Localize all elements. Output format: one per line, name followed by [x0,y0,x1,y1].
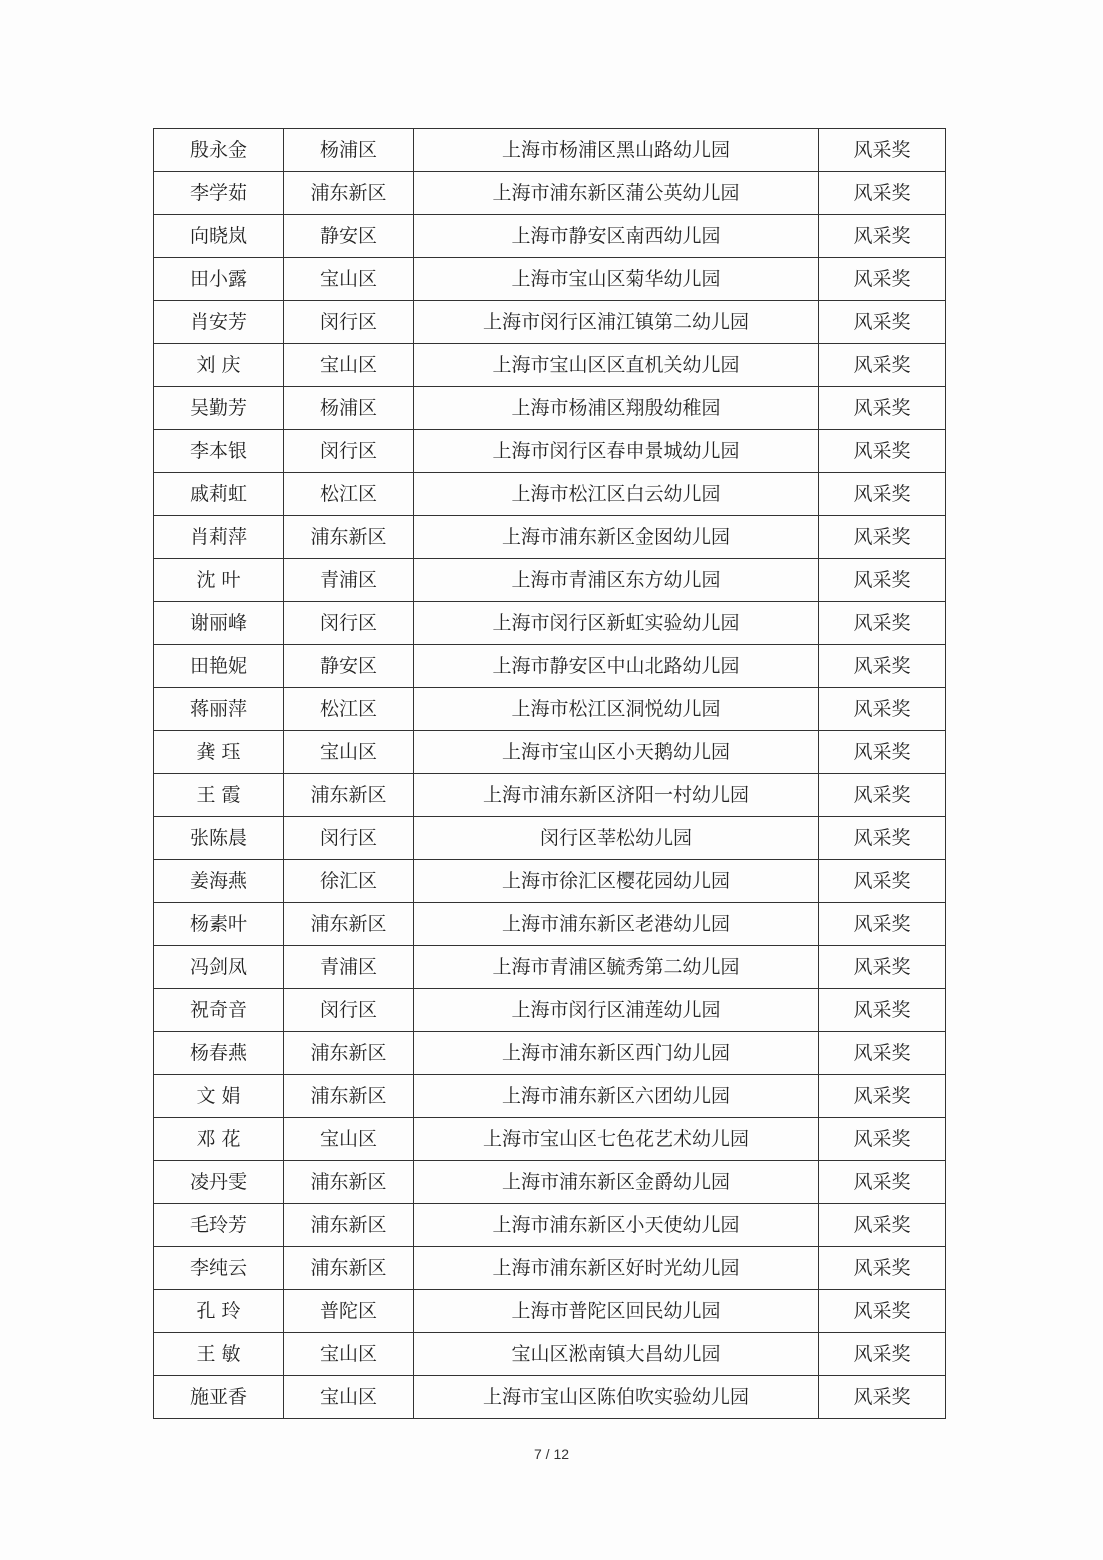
cell-district: 松江区 [284,688,414,731]
cell-award: 风采奖 [819,989,946,1032]
table-row [154,903,946,946]
cell-district: 宝山区 [284,1333,414,1376]
table-row [154,688,946,731]
cell-award: 风采奖 [819,602,946,645]
cell-district: 闵行区 [284,301,414,344]
cell-school: 上海市浦东新区西门幼儿园 [414,1032,819,1075]
table-row [154,1333,946,1376]
cell-award: 风采奖 [819,215,946,258]
cell-name: 孔 玲 [154,1290,284,1333]
table-row [154,344,946,387]
cell-school: 上海市浦东新区小天使幼儿园 [414,1204,819,1247]
cell-name: 蒋丽萍 [154,688,284,731]
cell-school: 闵行区莘松幼儿园 [414,817,819,860]
cell-award: 风采奖 [819,645,946,688]
cell-district: 松江区 [284,473,414,516]
cell-school: 上海市浦东新区六团幼儿园 [414,1075,819,1118]
cell-award: 风采奖 [819,1376,946,1419]
cell-name: 向晓岚 [154,215,284,258]
cell-award: 风采奖 [819,1290,946,1333]
cell-district: 宝山区 [284,258,414,301]
cell-name: 刘 庆 [154,344,284,387]
cell-district: 浦东新区 [284,1032,414,1075]
table-row [154,989,946,1032]
cell-award: 风采奖 [819,172,946,215]
table-row [154,1118,946,1161]
cell-school: 上海市宝山区区直机关幼儿园 [414,344,819,387]
cell-district: 浦东新区 [284,1247,414,1290]
cell-award: 风采奖 [819,1118,946,1161]
table-row [154,473,946,516]
cell-name: 杨素叶 [154,903,284,946]
cell-school: 上海市青浦区东方幼儿园 [414,559,819,602]
cell-name: 文 娟 [154,1075,284,1118]
table-row [154,817,946,860]
table-row [154,946,946,989]
cell-name: 姜海燕 [154,860,284,903]
cell-name: 王 敏 [154,1333,284,1376]
cell-district: 宝山区 [284,1376,414,1419]
table-row [154,645,946,688]
table-row [154,215,946,258]
cell-school: 上海市浦东新区金爵幼儿园 [414,1161,819,1204]
cell-award: 风采奖 [819,1075,946,1118]
cell-school: 上海市闵行区浦莲幼儿园 [414,989,819,1032]
cell-district: 普陀区 [284,1290,414,1333]
cell-name: 戚莉虹 [154,473,284,516]
cell-award: 风采奖 [819,301,946,344]
cell-award: 风采奖 [819,387,946,430]
cell-name: 沈 叶 [154,559,284,602]
cell-school: 上海市浦东新区蒲公英幼儿园 [414,172,819,215]
cell-award: 风采奖 [819,903,946,946]
cell-school: 上海市杨浦区翔殷幼稚园 [414,387,819,430]
cell-district: 浦东新区 [284,1161,414,1204]
cell-district: 静安区 [284,215,414,258]
cell-district: 杨浦区 [284,387,414,430]
cell-school: 上海市杨浦区黑山路幼儿园 [414,129,819,172]
cell-district: 浦东新区 [284,516,414,559]
cell-school: 上海市浦东新区好时光幼儿园 [414,1247,819,1290]
cell-school: 上海市宝山区陈伯吹实验幼儿园 [414,1376,819,1419]
cell-name: 李学茹 [154,172,284,215]
cell-school: 上海市浦东新区济阳一村幼儿园 [414,774,819,817]
cell-name: 邓 花 [154,1118,284,1161]
cell-name: 冯剑凤 [154,946,284,989]
cell-award: 风采奖 [819,1032,946,1075]
cell-district: 浦东新区 [284,172,414,215]
award-table [153,128,946,1419]
table-row [154,1032,946,1075]
cell-award: 风采奖 [819,430,946,473]
cell-school: 上海市静安区中山北路幼儿园 [414,645,819,688]
table-row [154,430,946,473]
cell-district: 宝山区 [284,344,414,387]
cell-award: 风采奖 [819,731,946,774]
cell-award: 风采奖 [819,258,946,301]
table-row [154,559,946,602]
table-row [154,1290,946,1333]
cell-district: 闵行区 [284,602,414,645]
cell-school: 上海市宝山区七色花艺术幼儿园 [414,1118,819,1161]
cell-district: 浦东新区 [284,1204,414,1247]
cell-name: 李本银 [154,430,284,473]
cell-name: 毛玲芳 [154,1204,284,1247]
table-row [154,1161,946,1204]
award-table-body [154,129,946,1419]
cell-award: 风采奖 [819,774,946,817]
cell-name: 龚 珏 [154,731,284,774]
cell-district: 青浦区 [284,946,414,989]
table-row [154,602,946,645]
cell-award: 风采奖 [819,1333,946,1376]
cell-district: 浦东新区 [284,1075,414,1118]
cell-name: 田小露 [154,258,284,301]
cell-name: 肖安芳 [154,301,284,344]
cell-school: 上海市静安区南西幼儿园 [414,215,819,258]
cell-award: 风采奖 [819,946,946,989]
cell-district: 徐汇区 [284,860,414,903]
cell-award: 风采奖 [819,817,946,860]
cell-award: 风采奖 [819,1204,946,1247]
table-row [154,1376,946,1419]
cell-name: 李纯云 [154,1247,284,1290]
cell-district: 静安区 [284,645,414,688]
cell-award: 风采奖 [819,344,946,387]
cell-name: 杨春燕 [154,1032,284,1075]
page-number: 7 / 12 [533,1446,570,1462]
cell-award: 风采奖 [819,473,946,516]
table-row [154,129,946,172]
cell-district: 青浦区 [284,559,414,602]
cell-name: 王 霞 [154,774,284,817]
cell-district: 浦东新区 [284,903,414,946]
cell-award: 风采奖 [819,559,946,602]
cell-school: 上海市闵行区春申景城幼儿园 [414,430,819,473]
cell-name: 肖莉萍 [154,516,284,559]
cell-award: 风采奖 [819,1247,946,1290]
cell-district: 宝山区 [284,1118,414,1161]
cell-award: 风采奖 [819,860,946,903]
cell-school: 宝山区淞南镇大昌幼儿园 [414,1333,819,1376]
cell-district: 闵行区 [284,989,414,1032]
cell-school: 上海市闵行区新虹实验幼儿园 [414,602,819,645]
cell-district: 浦东新区 [284,774,414,817]
cell-name: 吴勤芳 [154,387,284,430]
cell-school: 上海市浦东新区老港幼儿园 [414,903,819,946]
cell-district: 宝山区 [284,731,414,774]
cell-district: 杨浦区 [284,129,414,172]
table-row [154,172,946,215]
cell-award: 风采奖 [819,516,946,559]
cell-name: 殷永金 [154,129,284,172]
cell-name: 田艳妮 [154,645,284,688]
cell-school: 上海市宝山区菊华幼儿园 [414,258,819,301]
cell-school: 上海市宝山区小天鹅幼儿园 [414,731,819,774]
cell-award: 风采奖 [819,129,946,172]
cell-district: 闵行区 [284,430,414,473]
cell-school: 上海市松江区白云幼儿园 [414,473,819,516]
cell-name: 谢丽峰 [154,602,284,645]
cell-school: 上海市浦东新区金囡幼儿园 [414,516,819,559]
cell-school: 上海市闵行区浦江镇第二幼儿园 [414,301,819,344]
table-row [154,1247,946,1290]
cell-school: 上海市松江区洞悦幼儿园 [414,688,819,731]
cell-school: 上海市徐汇区樱花园幼儿园 [414,860,819,903]
table-row [154,731,946,774]
cell-name: 施亚香 [154,1376,284,1419]
table-row [154,860,946,903]
table-row [154,387,946,430]
cell-name: 祝奇音 [154,989,284,1032]
cell-award: 风采奖 [819,1161,946,1204]
cell-name: 凌丹雯 [154,1161,284,1204]
table-row [154,774,946,817]
table-row [154,258,946,301]
table-row [154,516,946,559]
table-row [154,1075,946,1118]
cell-school: 上海市青浦区毓秀第二幼儿园 [414,946,819,989]
cell-school: 上海市普陀区回民幼儿园 [414,1290,819,1333]
cell-district: 闵行区 [284,817,414,860]
table-row [154,301,946,344]
table-row [154,1204,946,1247]
cell-award: 风采奖 [819,688,946,731]
cell-name: 张陈晨 [154,817,284,860]
